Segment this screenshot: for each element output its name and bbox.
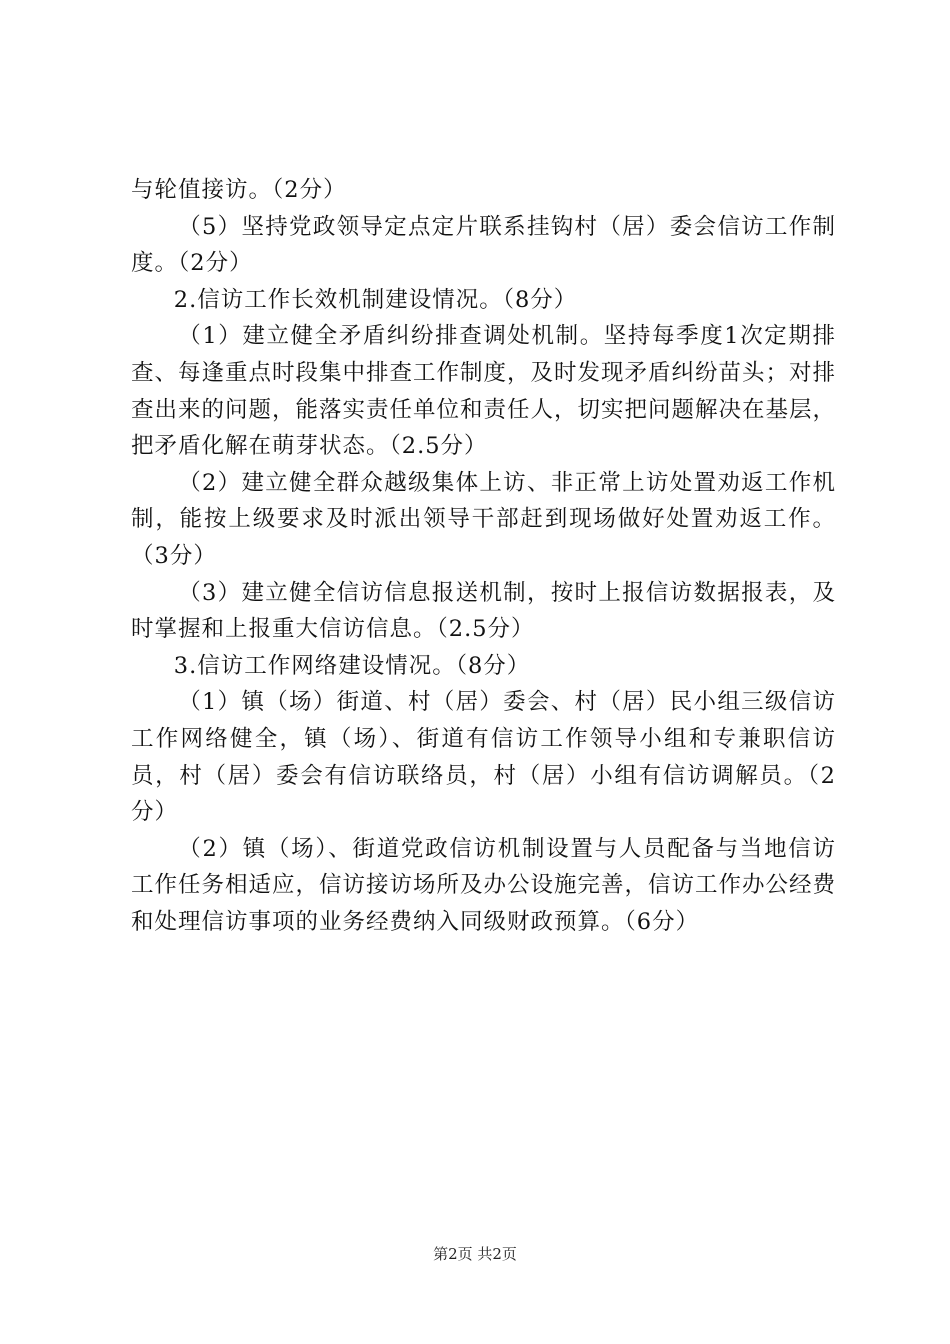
section-heading-2: 2.信访工作长效机制建设情况。（8分） (173, 286, 578, 313)
paragraph-item-5: （5）坚持党政领导定点定片联系挂钩村（居）委会信访工作制度。（2分） (131, 213, 836, 277)
paragraph-3-item-1: （1）镇（场）街道、村（居）委会、村（居）民小组三级信访工作网络健全，镇（场）、街道有信访工作领导小组和专兼职信访员，村（居）委会有信访联络员，村（居）小组有信访调解员。（2分） (131, 689, 836, 826)
paragraph-2-item-2: （2）建立健全群众越级集体上访、非正常上访处置劝返工作机制，能按上级要求及时派出领导干部赶到现场做好处置劝返工作。（3分） (131, 469, 836, 569)
paragraph-continuation: 与轮值接访。（2分） (131, 177, 347, 203)
paragraph-2-item-3: （3）建立健全信访信息报送机制，按时上报信访数据报表，及时掌握和上报重大信访信息。（2.5分） (131, 579, 836, 643)
document-body (131, 172, 836, 940)
paragraph-2-item-1: （1）建立健全矛盾纠纷排查调处机制。坚持每季度1次定期排查、每逢重点时段集中排查工作制度，及时发现矛盾纠纷苗头；对排查出来的问题，能落实责任单位和责任人，切实把问题解决在基层，把矛盾化解在萌芽状态。（2.5分） (131, 323, 837, 460)
section-heading-3: 3.信访工作网络建设情况。（8分） (173, 652, 531, 679)
paragraph-3-item-2: （2）镇（场）、街道党政信访机制设置与人员配备与当地信访工作任务相适应，信访接访场所及办公设施完善，信访工作办公经费和处理信访事项的业务经费纳入同级财政预算。（6分） (131, 835, 837, 935)
page-footer: 第2页 共2页 (433, 1245, 517, 1263)
